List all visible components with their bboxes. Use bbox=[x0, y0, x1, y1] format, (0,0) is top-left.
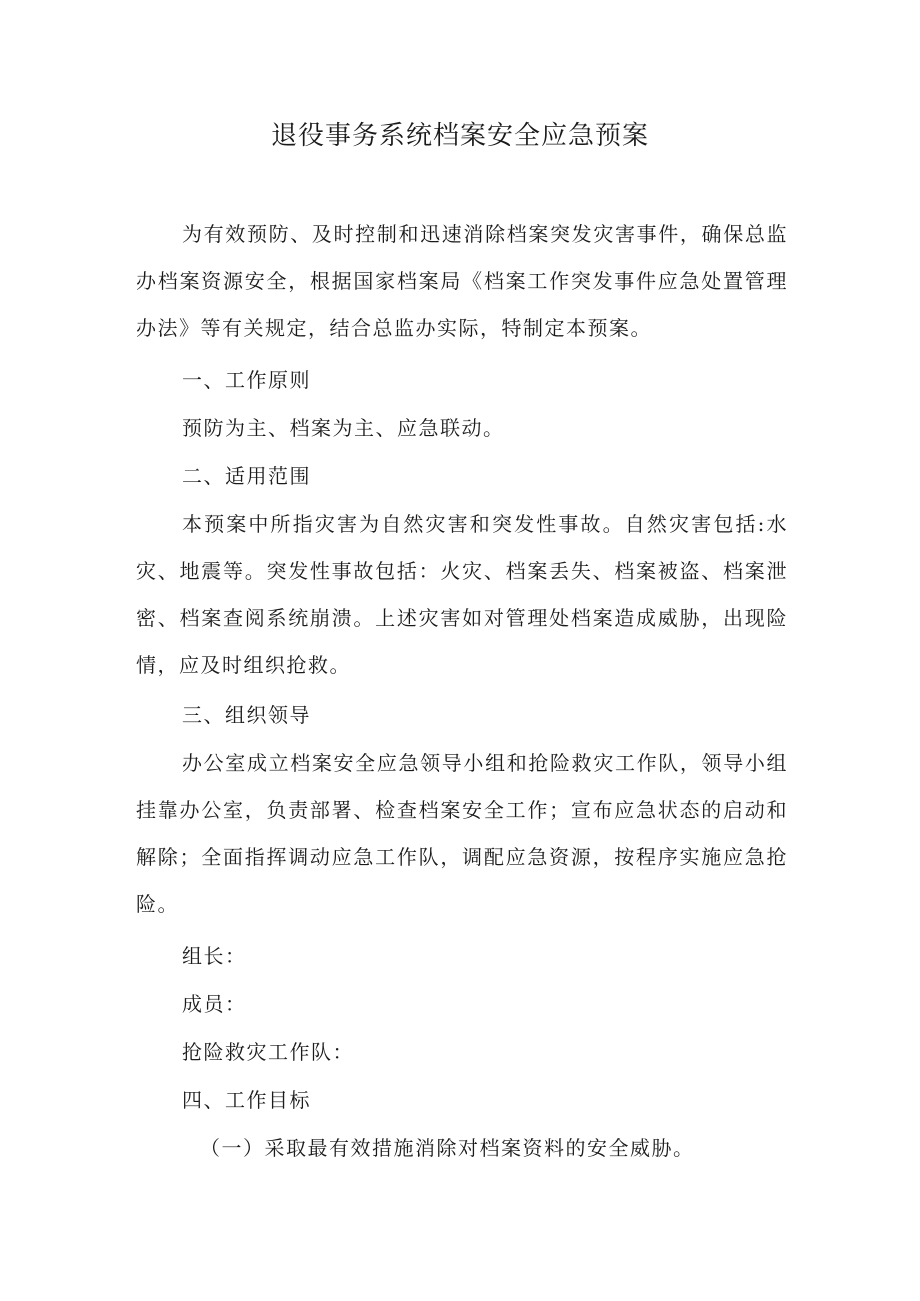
member-label: 成员： bbox=[182, 992, 247, 1016]
rescue-team-label: 抢险救灾工作队： bbox=[182, 1040, 354, 1064]
intro-paragraph: 为有效预防、及时控制和迅速消除档案突发灾害事件，确保总监办档案资源安全，根据国家档案局《档案工作突发事件应急处置管理办法》等有关规定，结合总监办实际，特制定本预案。 bbox=[136, 222, 788, 340]
section-heading-principles: 一、工作原则 bbox=[182, 368, 311, 392]
section-heading-organization: 三、组织领导 bbox=[182, 703, 311, 727]
section-heading-objectives: 四、工作目标 bbox=[182, 1088, 311, 1112]
leader-label: 组长： bbox=[182, 944, 247, 968]
organization-paragraph: 办公室成立档案安全应急领导小组和抢险救灾工作队，领导小组挂靠办公室，负责部署、检查档案安全工作；宣布应急状态的启动和解除；全面指挥调动应急工作队，调配应急资源，按程序实施应急抢险。 bbox=[136, 751, 788, 916]
section-heading-scope: 二、适用范围 bbox=[182, 464, 311, 488]
principles-text: 预防为主、档案为主、应急联动。 bbox=[182, 416, 505, 440]
document-title: 退役事务系统档案安全应急预案 bbox=[270, 121, 649, 151]
objective-item-1: （一）采取最有效措施消除对档案资料的安全威胁。 bbox=[200, 1136, 695, 1160]
scope-paragraph: 本预案中所指灾害为自然灾害和突发性事故。自然灾害包括:水灾、地震等。突发性事故包括：火灾、档案丢失、档案被盗、档案泄密、档案查阅系统崩溃。上述灾害如对管理处档案造成威胁，出现险情，应及时组织抢救。 bbox=[136, 512, 788, 677]
